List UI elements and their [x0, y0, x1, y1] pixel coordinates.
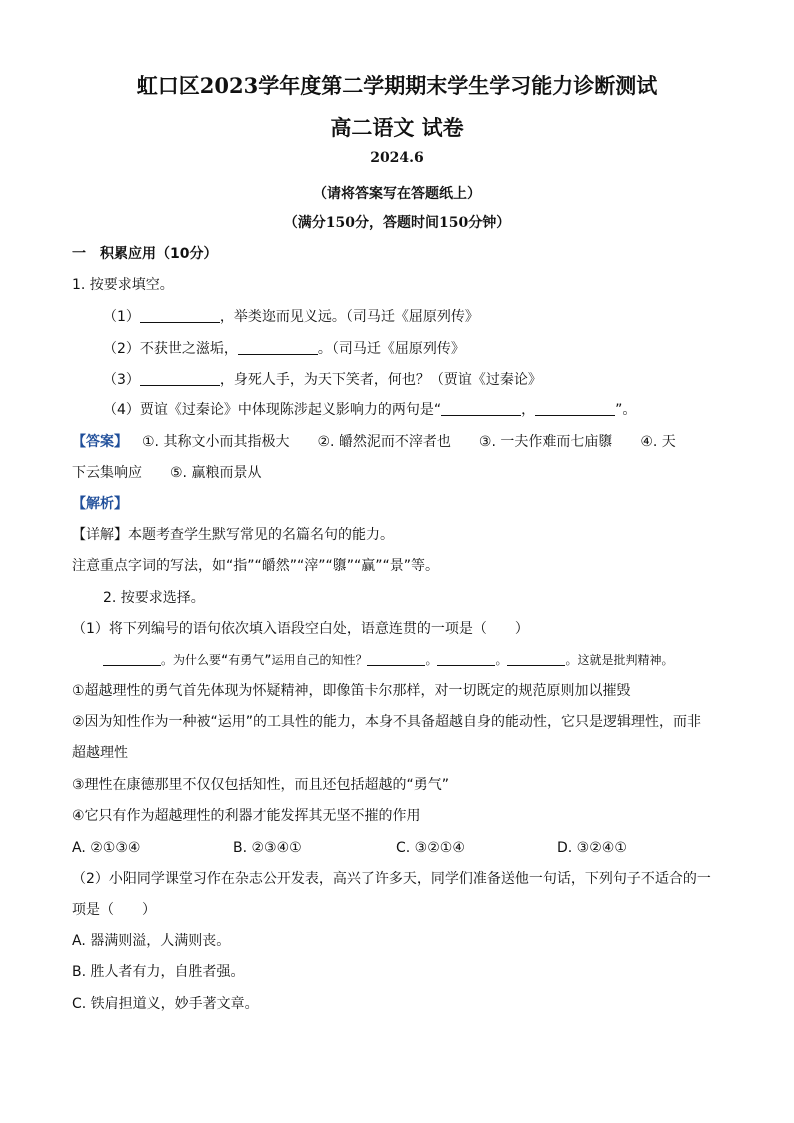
q1-item-4: （4）贾谊《过秦论》中体现陈涉起义影响力的两句是“ ， ”。 [103, 402, 637, 418]
answer-note: （请将答案写在答题纸上） [313, 186, 481, 202]
choice-a: A. 器满则溢，人满则丧。 [72, 933, 231, 949]
q1-detail: 【详解】本题考查学生默写常见的名篇名句的能力。 [72, 527, 394, 543]
sentence-3: ③理性在康德那里不仅仅包括知性，而且还包括超越的“勇气” [72, 777, 450, 793]
q1-item-1: （1） ，举类迩而见义远。（司马迁《屈原列传》 [103, 309, 479, 325]
q2-stem: 2. 按要求选择。 [103, 590, 205, 606]
q2-sub2-stem-cont: 项是（ ） [72, 902, 156, 918]
fill-blank [437, 651, 495, 666]
analysis-label: 【解析】 [72, 496, 128, 512]
choice-b: B. 胜人者有力，自胜者强。 [72, 964, 245, 980]
exam-subtitle: 高二语文 试卷 [330, 115, 464, 140]
fill-blank [140, 371, 220, 386]
exam-title: 虹口区2023学年度第二学期期末学生学习能力诊断测试 [136, 73, 658, 98]
q2-sub1-stem: （1）将下列编号的语句依次填入语段空白处，语意连贯的一项是（ ） [72, 621, 529, 637]
q1-item-3: （3） ，身死人手，为天下笑者，何也？（贾谊《过秦论》 [103, 372, 542, 388]
fill-blank [238, 340, 318, 355]
option-d: D. ③②④① [557, 840, 627, 856]
q2-sub2-stem: （2）小阳同学课堂习作在杂志公开发表，高兴了许多天，同学们准备送他一句话，下列句子不适合的一 [72, 871, 711, 887]
fill-blank [140, 308, 220, 323]
q1-note: 注意重点字词的写法，如“指”“皭然”“滓”“隳”“赢”“景”等。 [72, 558, 440, 574]
fill-blank [367, 651, 425, 666]
option-c: C. ③②①④ [396, 840, 465, 856]
score-time-note: （满分150分，答题时间150分钟） [283, 215, 511, 231]
q1-answer: 【答案】 ①. 其称文小而其指极大 ②. 皭然泥而不滓者也 ③. 一夫作难而七庙隳 ④. 天 [72, 434, 676, 450]
q1-item-2: （2）不获世之滋垢， 。（司马迁《屈原列传》 [103, 341, 465, 357]
sentence-4: ④它只有作为超越理性的利器才能发挥其无坚不摧的作用 [72, 808, 421, 824]
answer-label: 【答案】 [72, 434, 128, 450]
option-a: A. ②①③④ [72, 840, 141, 856]
sentence-1: ①超越理性的勇气首先体现为怀疑精神，即像笛卡尔那样，对一切既定的规范原则加以摧毁 [72, 683, 631, 699]
q1-answer-cont: 下云集响应 ⑤. 赢粮而景从 [72, 465, 262, 481]
fill-blank [507, 651, 565, 666]
sentence-2: ②因为知性作为一种被“运用”的工具性的能力，本身不具备超越自身的能动性，它只是逻辑理性，而非 [72, 714, 702, 730]
section-heading: 一 积累应用（10分） [72, 246, 218, 262]
sentence-2-cont: 超越理性 [72, 745, 128, 761]
q1-stem: 1. 按要求填空。 [72, 277, 174, 293]
fill-blank [103, 651, 161, 666]
exam-date: 2024.6 [370, 150, 424, 166]
fill-blank [441, 401, 521, 416]
choice-c: C. 铁肩担道义，妙手著文章。 [72, 996, 259, 1012]
option-b: B. ②③④① [233, 840, 302, 856]
fill-blank [535, 401, 615, 416]
q2-passage: 。为什么要“有勇气”运用自己的知性？ 。 。 。这就是批判精神。 [103, 650, 674, 670]
